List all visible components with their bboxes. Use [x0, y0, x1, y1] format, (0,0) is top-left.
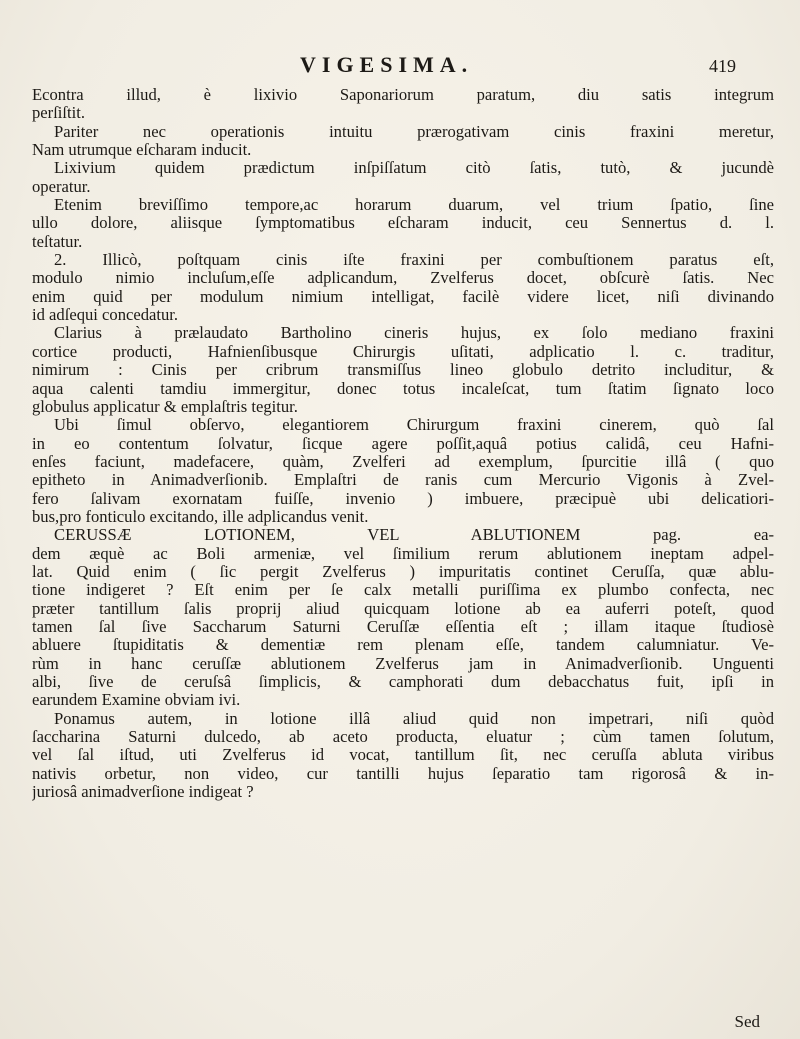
- paragraph: [32, 416, 774, 526]
- text-line: tione indigeret ? Eſt enim per ſe calx metalli puriſſima ex plumbo confecta, nec: [32, 581, 774, 600]
- text-line: Ubi ſimul obſervo, elegantiorem Chirurgum fraxini cinerem, quò ſal: [54, 416, 774, 435]
- text-line: tamen ſal ſive Saccharum Saturni Ceruſſæ eſſentia eſt ; illam itaque ſtudiosè: [32, 617, 774, 636]
- paragraph: [32, 123, 774, 160]
- text-line: ullo dolore, aliisque ſymptomatibus eſcharam inducit, ceu Sennertus d. l.: [32, 214, 774, 233]
- text-line: teſtatur.: [32, 232, 83, 251]
- text-line: albi, ſive de ceruſsâ ſimplicis, & camphorati dum debacchatus fuit, ipſi in: [32, 673, 774, 691]
- paragraph: [32, 196, 774, 251]
- page-number: 419: [709, 56, 736, 76]
- text-line: enim quid per modulum nimium intelligat, facilè videre licet, niſi divinando: [32, 287, 774, 306]
- body-text: [32, 86, 774, 801]
- text-line: abluere ſtupiditatis & dementiæ rem plenam eſſe, tandem calumniatur. Ve-: [32, 636, 774, 655]
- text-line: enſes faciunt, madefacere, quàm, Zvelferi ad exemplum, ſpurcitie illâ ( quo: [32, 452, 774, 471]
- running-head: [0, 52, 800, 82]
- text-line: Ponamus autem, in lotione illâ aliud quid non impetrari, niſi quòd: [54, 709, 774, 728]
- text-line: bus,pro fonticulo excitando, ille adplicandus venit.: [32, 507, 369, 526]
- paragraph: [32, 86, 774, 123]
- text-line: cortice producti, Hafnienſibusque Chirurgis uſitati, adplicatio l. c. traditur,: [32, 342, 774, 361]
- text-line: perſiſtit.: [32, 104, 85, 123]
- text-line: fero ſalivam exornatam fuiſſe, invenio ) imbuere, præcipuè ubi delicatiori-: [32, 489, 774, 508]
- text-line: Etenim breviſſimo tempore,ac horarum duarum, vel trium ſpatio, ſine: [54, 196, 774, 215]
- text-line: id adſequi concedatur.: [32, 306, 179, 325]
- text-line: Nam utrumque eſcharam inducit.: [32, 141, 252, 160]
- running-head-title: VIGESIMA.: [300, 52, 474, 77]
- text-line: 2. Illicò, poſtquam cinis iſte fraxini per combuſtionem paratus eſt,: [54, 251, 774, 270]
- text-line: Lixivium quidem prædictum inſpiſſatum citò ſatis, tutò, & jucundè: [54, 159, 774, 178]
- text-line: Pariter nec operationis intuitu prærogativam cinis fraxini meretur,: [54, 122, 774, 141]
- text-line: aqua calenti tamdiu immergitur, donec totus incaleſcat, tum ſtatim ſignato loco: [32, 379, 774, 398]
- paragraph: [32, 526, 774, 709]
- text-line: nimirum : Cinis per cribrum transmiſſus lineo globulo detrito includitur, &: [32, 361, 774, 380]
- text-line: præter tantillum ſalis proprij aliud quicquam lotione ab ea auferri poteſt, quod: [32, 599, 774, 618]
- text-line: Clarius à prælaudato Bartholino cineris hujus, ex ſolo mediano fraxini: [54, 324, 774, 343]
- text-line: CERUSSÆ LOTIONEM, VEL ABLUTIONEM pag. ea-: [54, 526, 774, 545]
- catchword: Sed: [734, 1012, 760, 1031]
- text-line: in eo contentum ſolvatur, ſicque agere poſſit,aquâ potius calidâ, ceu Hafni-: [32, 434, 774, 453]
- text-line: earundem Examine obviam ivi.: [32, 691, 241, 710]
- text-line: Econtra illud, è lixivio Saponariorum paratum, diu satis integrum: [32, 86, 774, 104]
- paragraph: [32, 159, 774, 196]
- text-line: nativis orbetur, non video, cur tantilli hujus ſeparatio tam rigorosâ & in-: [32, 764, 774, 783]
- paragraph: [32, 251, 774, 324]
- text-line: dem æquè ac Boli armeniæ, vel ſimilium rerum ablutionem ineptam adpel-: [32, 544, 774, 563]
- paragraph: [32, 710, 774, 802]
- text-line: epitheto in Animadverſionib. Emplaſtri de ranis cum Mercurio Vigonis à Zvel-: [32, 471, 774, 490]
- text-line: globulus applicatur & emplaſtris tegitur.: [32, 397, 298, 416]
- text-line: operatur.: [32, 177, 91, 196]
- text-line: vel ſal iſtud, uti Zvelferus id vocat, tantillum ſit, nec ceruſſa abluta viribus: [32, 746, 774, 765]
- text-line: lat. Quid enim ( ſic pergit Zvelferus ) impuritatis continet Ceruſſa, quæ ablu-: [32, 562, 774, 581]
- text-line: ſaccharina Saturni dulcedo, ab aceto producta, eluatur ; cùm tamen ſolutum,: [32, 728, 774, 747]
- text-line: modulo nimio incluſum,eſſe adplicandum, Zvelferus docet, obſcurè ſatis. Nec: [32, 269, 774, 288]
- text-line: juriosâ animadverſione indigeat ?: [32, 783, 254, 802]
- paragraph: [32, 324, 774, 416]
- text-line: rùm in hanc ceruſſæ ablutionem Zvelferus jam in Animadverſionib. Unguenti: [32, 654, 774, 673]
